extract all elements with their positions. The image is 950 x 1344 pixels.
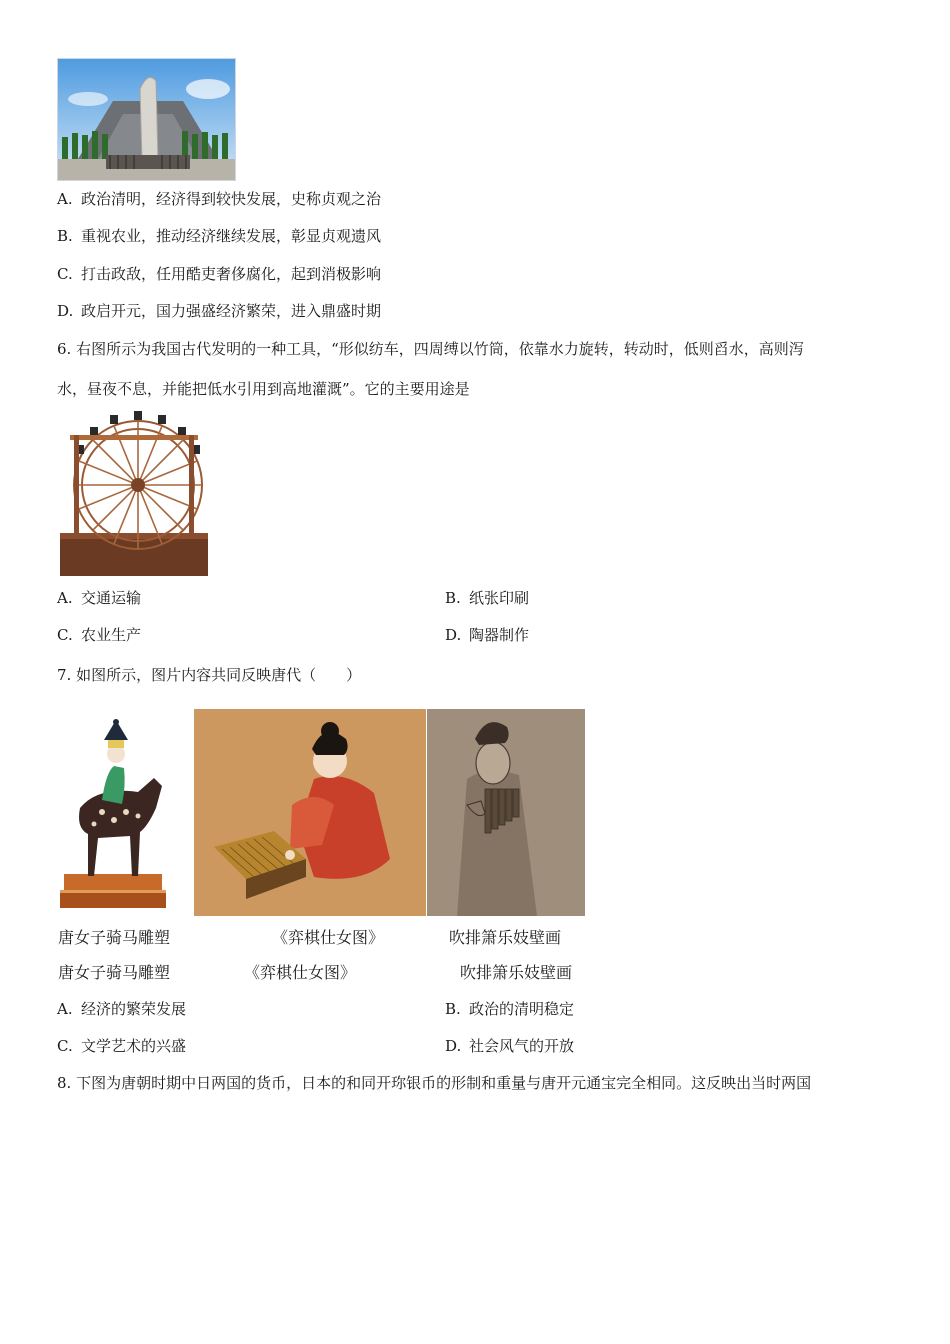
q6-option-d: D. 陶器制作 <box>445 626 530 644</box>
q6-option-b: B. 纸张印刷 <box>445 589 530 607</box>
q6-stem-line1: 6. 右图所示为我国古代发明的一种工具，“形似纺车，四周缚以竹筒，依靠水力旋转，转动时，低则舀水，高则泻 <box>57 340 804 358</box>
caption-text-go-painting: 《弈棋仕女图》 <box>244 963 357 982</box>
q7-stem: 7. 如图所示，图片内容共同反映唐代（ ） <box>57 666 362 684</box>
caption-image-horse-rider: 唐女子骑马雕塑 <box>58 928 171 947</box>
caption-text-mural: 吹排箫乐妓壁画 <box>460 963 573 982</box>
q5-option-b: B. 重视农业，推动经济继续发展，彰显贞观遗风 <box>57 227 382 245</box>
caption-image-mural: 吹排箫乐妓壁画 <box>449 928 562 947</box>
caption-image-go-painting: 《弈棋仕女图》 <box>272 928 385 947</box>
q5-option-c: C. 打击政敌，任用酷吏奢侈腐化，起到消极影响 <box>57 265 382 283</box>
q7-option-a: A. 经济的繁荣发展 <box>57 1000 187 1018</box>
q6-option-a: A. 交通运输 <box>57 589 142 607</box>
q7-option-c: C. 文学艺术的兴盛 <box>57 1037 187 1055</box>
go-playing-lady-painting <box>194 709 426 916</box>
panpipe-musician-mural <box>427 709 585 916</box>
horse-rider-sculpture-photo <box>58 716 170 912</box>
q5-option-a: A. 政治清明，经济得到较快发展，史称贞观之治 <box>57 190 382 208</box>
q6-stem-line2: 水，昼夜不息，并能把低水引用到高地灌溉”。它的主要用途是 <box>57 380 470 398</box>
caption-text-horse-rider: 唐女子骑马雕塑 <box>58 963 171 982</box>
q7-option-d: D. 社会风气的开放 <box>445 1037 575 1055</box>
q7-option-b: B. 政治的清明稳定 <box>445 1000 575 1018</box>
water-wheel-photo <box>58 405 210 576</box>
monument-photo <box>57 58 236 181</box>
q5-option-d: D. 政启开元，国力强盛经济繁荣，进入鼎盛时期 <box>57 302 382 320</box>
q8-stem: 8. 下图为唐朝时期中日两国的货币，日本的和同开珎银币的形制和重量与唐开元通宝完全相同。这反映出当时两国 <box>57 1074 812 1092</box>
q6-option-c: C. 农业生产 <box>57 626 142 644</box>
